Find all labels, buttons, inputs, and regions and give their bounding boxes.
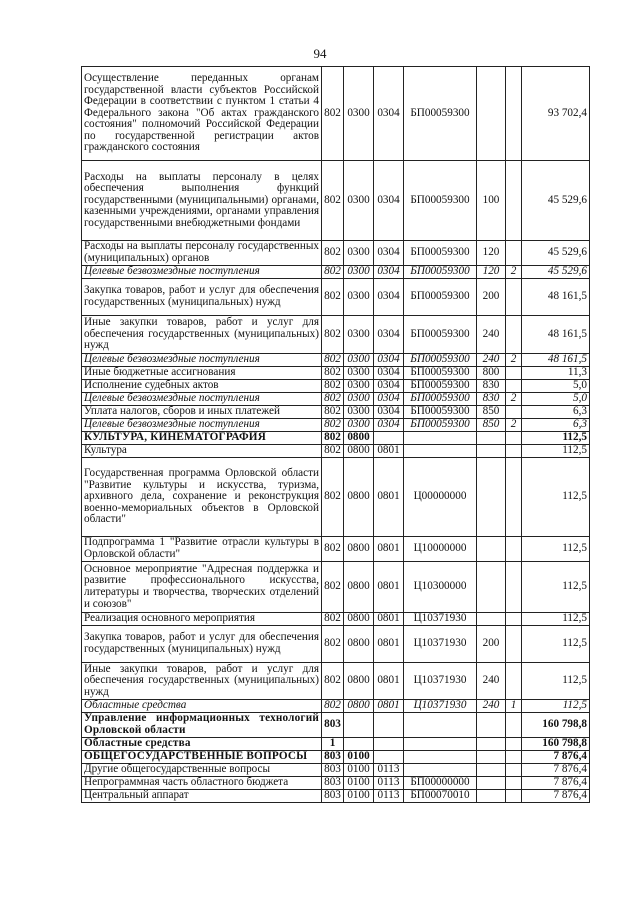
cell-expense-type: 120 (477, 266, 506, 279)
cell-gov-code: 802 (322, 626, 344, 663)
table-row (82, 445, 590, 458)
cell-subsection (374, 751, 404, 764)
cell-funding-source: 2 (506, 354, 522, 367)
cell-name: Расходы на выплаты персоналу в целях обеспечения выполнения функций государственными (муниципальными) органами, казенными учреждениями, органами управления государственными внебюджетными фондами (82, 161, 322, 241)
cell-amount: 7 876,4 (522, 790, 590, 803)
cell-funding-source (506, 432, 522, 445)
cell-expense-type (477, 432, 506, 445)
cell-amount: 112,5 (522, 537, 590, 562)
cell-gov-code: 803 (322, 777, 344, 790)
cell-amount: 112,5 (522, 613, 590, 626)
table-row (82, 764, 590, 777)
cell-subsection: 0801 (374, 700, 404, 713)
cell-name: Подпрограмма 1 "Развитие отрасли культуры в Орловской области" (82, 537, 322, 562)
cell-subsection: 0304 (374, 367, 404, 380)
cell-section: 0300 (344, 380, 374, 393)
cell-name: Основное мероприятие "Адресная поддержка и развитие профессионального искусства, литературы и творчества, творческих отделений и союзов" (82, 562, 322, 613)
cell-expense-type (477, 458, 506, 537)
cell-name: Целевые безвозмездные поступления (82, 393, 322, 406)
cell-gov-code: 802 (322, 458, 344, 537)
cell-target-article: БП00059300 (404, 266, 477, 279)
cell-funding-source: 2 (506, 393, 522, 406)
cell-amount: 6,3 (522, 419, 590, 432)
cell-gov-code: 803 (322, 751, 344, 764)
cell-expense-type: 850 (477, 419, 506, 432)
table-row (82, 161, 590, 241)
cell-gov-code: 803 (322, 713, 344, 738)
cell-target-article: Ц00000000 (404, 458, 477, 537)
cell-subsection: 0304 (374, 67, 404, 161)
cell-gov-code: 803 (322, 764, 344, 777)
cell-subsection (374, 738, 404, 751)
table-row (82, 626, 590, 663)
cell-subsection: 0304 (374, 241, 404, 266)
cell-gov-code: 802 (322, 380, 344, 393)
cell-funding-source (506, 380, 522, 393)
cell-funding-source (506, 458, 522, 537)
cell-subsection: 0304 (374, 354, 404, 367)
cell-subsection: 0801 (374, 445, 404, 458)
cell-target-article: БП00059300 (404, 316, 477, 354)
cell-section: 0800 (344, 613, 374, 626)
cell-funding-source (506, 241, 522, 266)
cell-expense-type: 850 (477, 406, 506, 419)
cell-funding-source: 2 (506, 419, 522, 432)
table-row (82, 380, 590, 393)
cell-gov-code: 802 (322, 393, 344, 406)
cell-target-article: БП00059300 (404, 241, 477, 266)
cell-funding-source (506, 279, 522, 316)
cell-name: Закупка товаров, работ и услуг для обеспечения государственных (муниципальных) нужд (82, 626, 322, 663)
cell-subsection: 0801 (374, 613, 404, 626)
cell-target-article: Ц10371930 (404, 613, 477, 626)
cell-subsection: 0801 (374, 458, 404, 537)
cell-expense-type (477, 537, 506, 562)
cell-funding-source (506, 67, 522, 161)
cell-target-article (404, 738, 477, 751)
cell-expense-type (477, 777, 506, 790)
cell-target-article (404, 764, 477, 777)
table-row (82, 663, 590, 700)
cell-subsection: 0801 (374, 626, 404, 663)
cell-name: Закупка товаров, работ и услуг для обеспечения государственных (муниципальных) нужд (82, 279, 322, 316)
cell-amount: 5,0 (522, 393, 590, 406)
cell-section: 0800 (344, 458, 374, 537)
cell-target-article: БП00000000 (404, 777, 477, 790)
cell-subsection: 0304 (374, 380, 404, 393)
cell-target-article: Ц10371930 (404, 663, 477, 700)
cell-section: 0300 (344, 266, 374, 279)
cell-funding-source (506, 790, 522, 803)
cell-funding-source (506, 316, 522, 354)
cell-section: 0300 (344, 367, 374, 380)
cell-amount: 11,3 (522, 367, 590, 380)
cell-subsection: 0801 (374, 537, 404, 562)
cell-target-article: БП00059300 (404, 161, 477, 241)
cell-gov-code: 802 (322, 432, 344, 445)
cell-name: Другие общегосударственные вопросы (82, 764, 322, 777)
cell-subsection: 0801 (374, 663, 404, 700)
cell-expense-type (477, 713, 506, 738)
cell-amount: 112,5 (522, 663, 590, 700)
cell-gov-code: 802 (322, 316, 344, 354)
cell-target-article: БП00059300 (404, 406, 477, 419)
cell-name: Управление информационных технологий Орловской области (82, 713, 322, 738)
cell-subsection (374, 713, 404, 738)
cell-section: 0800 (344, 537, 374, 562)
table-row (82, 393, 590, 406)
table-row (82, 751, 590, 764)
cell-name: Исполнение судебных актов (82, 380, 322, 393)
cell-funding-source (506, 764, 522, 777)
cell-funding-source (506, 777, 522, 790)
cell-amount: 6,3 (522, 406, 590, 419)
cell-expense-type (477, 562, 506, 613)
cell-target-article: БП00059300 (404, 419, 477, 432)
cell-funding-source: 1 (506, 700, 522, 713)
cell-gov-code: 802 (322, 266, 344, 279)
cell-expense-type (477, 738, 506, 751)
cell-gov-code: 802 (322, 279, 344, 316)
cell-target-article: Ц10300000 (404, 562, 477, 613)
page-number: 94 (313, 46, 327, 61)
cell-section: 0300 (344, 393, 374, 406)
budget-table-body (82, 67, 590, 803)
table-row (82, 367, 590, 380)
cell-gov-code: 802 (322, 663, 344, 700)
cell-gov-code: 802 (322, 241, 344, 266)
table-row (82, 419, 590, 432)
cell-amount: 45 529,6 (522, 266, 590, 279)
cell-gov-code: 802 (322, 67, 344, 161)
cell-section: 0800 (344, 432, 374, 445)
table-row (82, 613, 590, 626)
cell-target-article: БП00059300 (404, 380, 477, 393)
table-row (82, 316, 590, 354)
cell-funding-source: 2 (506, 266, 522, 279)
cell-amount: 48 161,5 (522, 279, 590, 316)
table-row (82, 266, 590, 279)
cell-amount: 45 529,6 (522, 161, 590, 241)
cell-section: 0100 (344, 790, 374, 803)
cell-name: Иные закупки товаров, работ и услуг для обеспечения государственных (муниципальных) нужд (82, 316, 322, 354)
cell-name: Целевые безвозмездные поступления (82, 419, 322, 432)
table-row (82, 790, 590, 803)
cell-name: Областные средства (82, 700, 322, 713)
table-row (82, 67, 590, 161)
cell-name: Иные бюджетные ассигнования (82, 367, 322, 380)
cell-section: 0300 (344, 316, 374, 354)
cell-section: 0800 (344, 700, 374, 713)
cell-name: Культура (82, 445, 322, 458)
cell-subsection: 0113 (374, 790, 404, 803)
cell-section: 0100 (344, 751, 374, 764)
cell-amount: 7 876,4 (522, 777, 590, 790)
cell-target-article (404, 713, 477, 738)
table-row (82, 354, 590, 367)
cell-section: 0300 (344, 241, 374, 266)
cell-name: КУЛЬТУРА, КИНЕМАТОГРАФИЯ (82, 432, 322, 445)
budget-table (81, 66, 590, 803)
cell-funding-source (506, 663, 522, 700)
cell-name: Непрограммная часть областного бюджета (82, 777, 322, 790)
cell-amount: 160 798,8 (522, 713, 590, 738)
cell-subsection: 0304 (374, 316, 404, 354)
cell-amount: 5,0 (522, 380, 590, 393)
cell-section: 0300 (344, 406, 374, 419)
cell-gov-code: 802 (322, 613, 344, 626)
cell-amount: 93 702,4 (522, 67, 590, 161)
cell-amount: 112,5 (522, 432, 590, 445)
table-row (82, 458, 590, 537)
cell-amount: 48 161,5 (522, 316, 590, 354)
cell-target-article: Ц10371930 (404, 700, 477, 713)
cell-subsection: 0304 (374, 419, 404, 432)
cell-gov-code: 802 (322, 354, 344, 367)
table-row (82, 432, 590, 445)
cell-target-article: БП00059300 (404, 67, 477, 161)
cell-section: 0300 (344, 354, 374, 367)
cell-target-article (404, 751, 477, 764)
cell-target-article: БП00059300 (404, 393, 477, 406)
cell-subsection: 0113 (374, 777, 404, 790)
cell-target-article: БП00059300 (404, 354, 477, 367)
cell-expense-type (477, 790, 506, 803)
cell-gov-code: 802 (322, 406, 344, 419)
cell-gov-code: 802 (322, 537, 344, 562)
cell-subsection: 0304 (374, 406, 404, 419)
cell-expense-type: 100 (477, 161, 506, 241)
cell-expense-type: 240 (477, 316, 506, 354)
cell-funding-source (506, 613, 522, 626)
cell-section: 0800 (344, 626, 374, 663)
cell-name: Уплата налогов, сборов и иных платежей (82, 406, 322, 419)
cell-expense-type: 240 (477, 663, 506, 700)
cell-amount: 112,5 (522, 626, 590, 663)
table-row (82, 279, 590, 316)
cell-name: Целевые безвозмездные поступления (82, 354, 322, 367)
cell-amount: 160 798,8 (522, 738, 590, 751)
cell-target-article: БП00059300 (404, 279, 477, 316)
cell-amount: 112,5 (522, 445, 590, 458)
cell-expense-type: 830 (477, 393, 506, 406)
cell-expense-type (477, 751, 506, 764)
cell-gov-code: 802 (322, 445, 344, 458)
cell-section: 0800 (344, 445, 374, 458)
cell-expense-type (477, 67, 506, 161)
cell-name: Центральный аппарат (82, 790, 322, 803)
cell-amount: 48 161,5 (522, 354, 590, 367)
cell-name: Иные закупки товаров, работ и услуг для обеспечения государственных (муниципальных) нужд (82, 663, 322, 700)
table-row (82, 241, 590, 266)
cell-expense-type (477, 613, 506, 626)
cell-funding-source (506, 161, 522, 241)
cell-subsection: 0304 (374, 266, 404, 279)
cell-section (344, 713, 374, 738)
cell-expense-type: 240 (477, 700, 506, 713)
cell-expense-type: 200 (477, 279, 506, 316)
cell-expense-type: 120 (477, 241, 506, 266)
cell-funding-source (506, 738, 522, 751)
cell-target-article: БП00059300 (404, 367, 477, 380)
cell-amount: 45 529,6 (522, 241, 590, 266)
cell-gov-code: 802 (322, 562, 344, 613)
cell-name: Областные средства (82, 738, 322, 751)
cell-target-article: Ц10000000 (404, 537, 477, 562)
cell-name: Осуществление переданных органам государственной власти субъектов Российской Федерации в соответствии с пунктом 1 статьи 4 Федерального закона "Об актах гражданского состояния" полномочий Российской Федерации по государственной регистрации актов гражданского состояния (82, 67, 322, 161)
cell-section: 0300 (344, 419, 374, 432)
cell-section: 0100 (344, 777, 374, 790)
table-row (82, 562, 590, 613)
table-row (82, 713, 590, 738)
cell-funding-source (506, 562, 522, 613)
cell-name: Целевые безвозмездные поступления (82, 266, 322, 279)
cell-section: 0800 (344, 562, 374, 613)
cell-subsection: 0304 (374, 393, 404, 406)
cell-name: ОБЩЕГОСУДАРСТВЕННЫЕ ВОПРОСЫ (82, 751, 322, 764)
cell-target-article (404, 445, 477, 458)
table-row (82, 700, 590, 713)
cell-gov-code: 802 (322, 700, 344, 713)
cell-expense-type (477, 445, 506, 458)
cell-expense-type: 240 (477, 354, 506, 367)
cell-target-article (404, 432, 477, 445)
cell-gov-code: 1 (322, 738, 344, 751)
cell-subsection: 0304 (374, 279, 404, 316)
cell-expense-type: 200 (477, 626, 506, 663)
cell-subsection: 0113 (374, 764, 404, 777)
cell-target-article: Ц10371930 (404, 626, 477, 663)
cell-expense-type: 800 (477, 367, 506, 380)
cell-expense-type: 830 (477, 380, 506, 393)
cell-gov-code: 803 (322, 790, 344, 803)
cell-subsection (374, 432, 404, 445)
cell-funding-source (506, 406, 522, 419)
table-row (82, 777, 590, 790)
cell-amount: 7 876,4 (522, 751, 590, 764)
cell-expense-type (477, 764, 506, 777)
cell-funding-source (506, 713, 522, 738)
cell-name: Реализация основного мероприятия (82, 613, 322, 626)
cell-section: 0100 (344, 764, 374, 777)
cell-gov-code: 802 (322, 367, 344, 380)
cell-funding-source (506, 537, 522, 562)
cell-subsection: 0801 (374, 562, 404, 613)
cell-amount: 112,5 (522, 458, 590, 537)
cell-subsection: 0304 (374, 161, 404, 241)
table-row (82, 738, 590, 751)
cell-funding-source (506, 445, 522, 458)
cell-funding-source (506, 751, 522, 764)
cell-gov-code: 802 (322, 161, 344, 241)
table-row (82, 406, 590, 419)
cell-section: 0300 (344, 67, 374, 161)
cell-section: 0300 (344, 161, 374, 241)
table-row (82, 537, 590, 562)
cell-gov-code: 802 (322, 419, 344, 432)
cell-funding-source (506, 367, 522, 380)
cell-section: 0800 (344, 663, 374, 700)
cell-name: Расходы на выплаты персоналу государственных (муниципальных) органов (82, 241, 322, 266)
cell-amount: 112,5 (522, 562, 590, 613)
cell-amount: 7 876,4 (522, 764, 590, 777)
cell-section (344, 738, 374, 751)
cell-amount: 112,5 (522, 700, 590, 713)
cell-funding-source (506, 626, 522, 663)
cell-target-article: БП00070010 (404, 790, 477, 803)
cell-section: 0300 (344, 279, 374, 316)
cell-name: Государственная программа Орловской области "Развитие культуры и искусства, туризма, архивного дела, сохранение и реконструкция военно-мемориальных объектов в Орловской области" (82, 458, 322, 537)
